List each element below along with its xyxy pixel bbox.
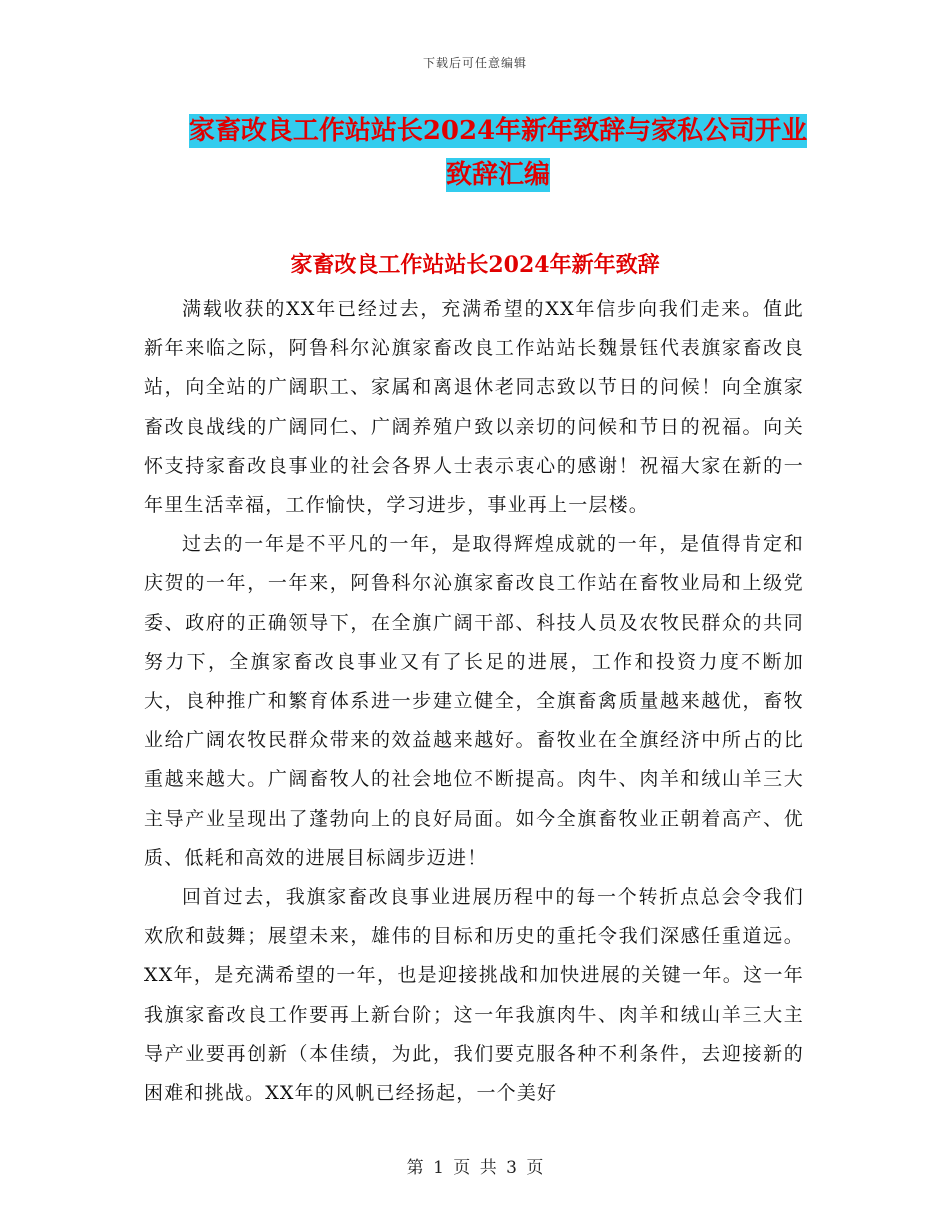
section-title: 家畜改良工作站站长2024年新年致辞 <box>290 252 660 278</box>
body-paragraph: 回首过去，我旗家畜改良事业进展历程中的每一个转折点总会令我们欢欣和鼓舞；展望未来，雄伟的目标和历史的重托令我们深感任重道远。XX年，是充满希望的一年，也是迎接挑战和加快进展的关键一年。这一年我旗家畜改良工作要再上新台阶；这一年我旗肉牛、肉羊和绒山羊三大主导产业要再创新（本佳绩，为此，我们要克服各种不利条件，去迎接新的困难和挑战。XX年的风帆已经扬起，一个美好 <box>144 886 804 1105</box>
body-paragraph: 满载收获的XX年已经过去，充满希望的XX年信步向我们走来。值此新年来临之际，阿鲁科尔沁旗家畜改良工作站站长魏景钰代表旗家畜改良站，向全站的广阔职工、家属和离退休老同志致以节日的问候！向全旗家畜改良战线的广阔同仁、广阔养殖户致以亲切的问候和节日的祝福。向关怀支持家畜改良事业的社会各界人士表示衷心的感谢！祝福大家在新的一年里生活幸福，工作愉快，学习进步，事业再上一层楼。 <box>144 298 804 517</box>
document-title-highlight-2: 致辞汇编 <box>445 160 550 190</box>
document-body <box>144 290 804 1113</box>
document-title-line-1 <box>188 108 808 154</box>
body-paragraph: 过去的一年是不平凡的一年，是取得辉煌成就的一年，是值得肯定和庆贺的一年，一年来，阿鲁科尔沁旗家畜改良工作站在畜牧业局和上级党委、政府的正确领导下，在全旗广阔干部、科技人员及农牧民群众的共同努力下，全旗家畜改良事业又有了长足的进展，工作和投资力度不断加大，良种推广和繁育体系进一步建立健全，全旗畜禽质量越来越优，畜牧业给广阔农牧民群众带来的效益越来越好。畜牧业在全旗经济中所占的比重越来越大。广阔畜牧人的社会地位不断提高。肉牛、肉羊和绒山羊三大主导产业呈现出了蓬勃向上的良好局面。如今全旗畜牧业正朝着高产、优质、低耗和高效的进展目标阔步迈进！ <box>144 533 804 869</box>
document-title-highlight-1: 家畜改良工作站站长2024年新年致辞与家私公司开业 <box>188 116 808 146</box>
page-header-note: 下载后可任意编辑 <box>422 56 527 70</box>
document-title-line-2 <box>188 152 808 198</box>
page-number-footer: 第 1 页 共 3 页 <box>406 1158 544 1178</box>
